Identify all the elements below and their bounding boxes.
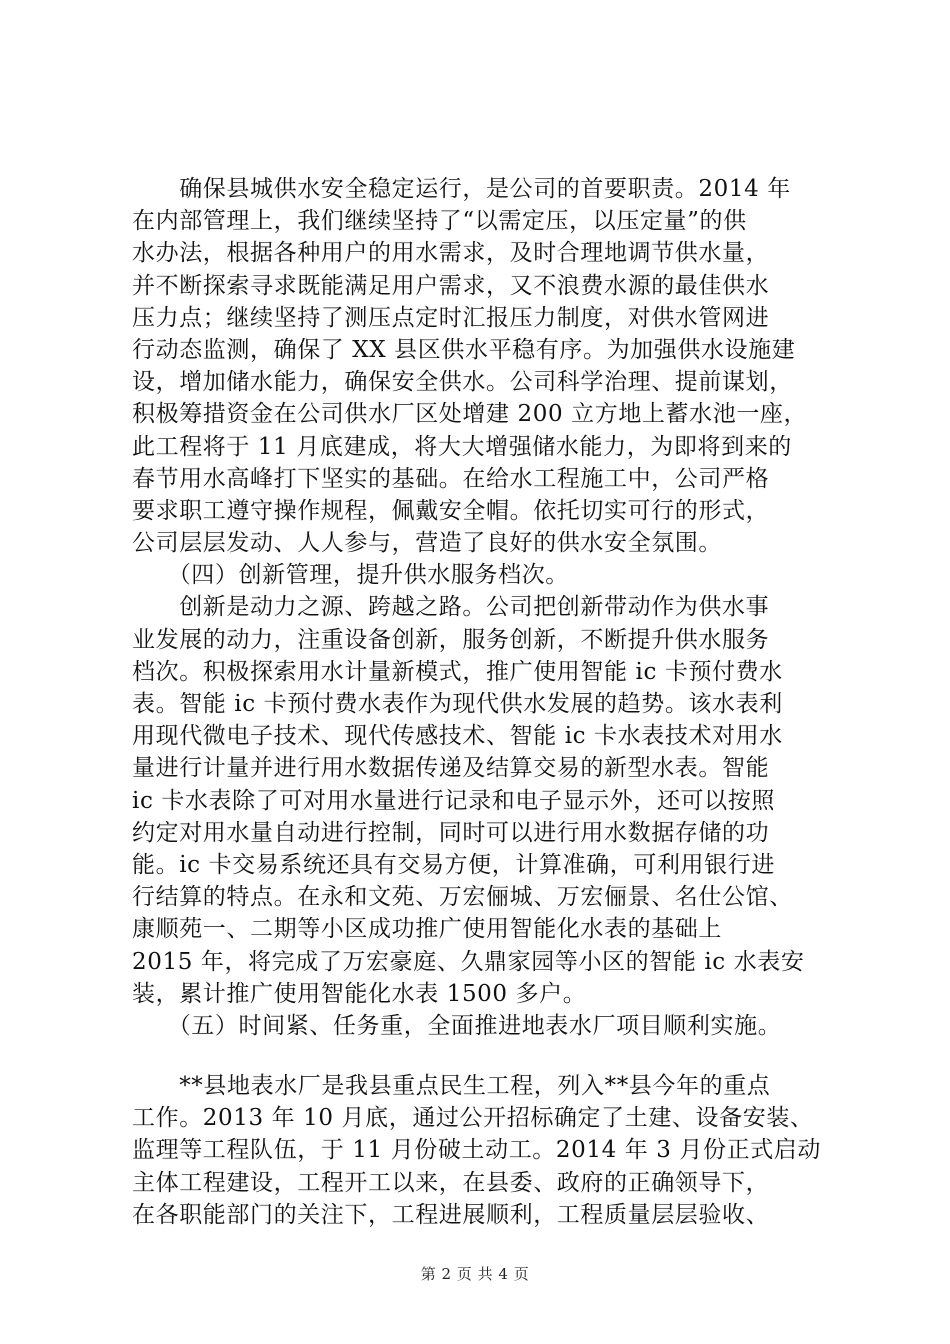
text-line: 康顺苑一、二期等小区成功推广使用智能化水表的基础上 <box>132 916 722 943</box>
text-line: 主体工程建设，工程开工以来，在县委、政府的正确领导下， <box>132 1169 770 1196</box>
text-line: ic 卡水表除了可对用水量进行记录和电子显示外，还可以按照 <box>132 787 775 814</box>
page-footer: 第 2 页 共 4 页 <box>420 1265 530 1283</box>
document-body <box>132 173 852 1231</box>
text-line: 能。ic 卡交易系统还具有交易方便，计算准确，可利用银行进 <box>132 851 775 878</box>
text-line: 此工程将于 11 月底建成，将大大增强储水能力，为即将到来的 <box>132 433 792 460</box>
text-line: 业发展的动力，注重设备创新，服务创新，不断提升供水服务 <box>132 626 770 653</box>
text-line: 积极筹措资金在公司供水厂区处增建 200 立方地上蓄水池一座， <box>132 401 808 428</box>
text-line: 行结算的特点。在永和文苑、万宏俪城、万宏俪景、名仕公馆、 <box>132 884 793 911</box>
text-line: （四）创新管理，提升供水服务档次。 <box>132 562 569 589</box>
text-line: 春节用水高峰打下坚实的基础。在给水工程施工中，公司严格 <box>132 465 770 492</box>
paragraph-block-1 <box>132 173 852 1042</box>
text-line: 约定对用水量自动进行控制，同时可以进行用水数据存储的功 <box>132 819 770 846</box>
text-line: 工作。2013 年 10 月底，通过公开招标确定了土建、设备安装、 <box>132 1105 814 1132</box>
text-line: 设，增加储水能力，确保安全供水。公司科学治理、提前谋划， <box>132 369 793 396</box>
text-line: 压力点；继续坚持了测压点定时汇报压力制度，对供水管网进 <box>132 304 770 331</box>
text-line: 量进行计量并进行用水数据传递及结算交易的新型水表。智能 <box>132 755 770 782</box>
text-line: 并不断探索寻求既能满足用户需求，又不浪费水源的最佳供水 <box>132 272 770 299</box>
text-line: 创新是动力之源、跨越之路。公司把创新带动作为供水事 <box>132 594 770 621</box>
text-line: 装，累计推广使用智能化水表 1500 多户。 <box>132 980 587 1007</box>
text-line: 水办法，根据各种用户的用水需求，及时合理地调节供水量， <box>132 240 770 267</box>
text-line: 在内部管理上，我们继续坚持了“以需定压，以压定量”的供 <box>132 208 747 235</box>
text-line: 在各职能部门的关注下，工程进展顺利，工程质量层层验收、 <box>132 1201 770 1228</box>
text-line: 用现代微电子技术、现代传感技术、智能 ic 卡水表技术对用水 <box>132 723 783 750</box>
text-line: 表。智能 ic 卡预付费水表作为现代供水发展的趋势。该水表利 <box>132 691 783 717</box>
text-line: 监理等工程队伍，于 11 月份破土动工。2014 年 3 月份正式启动 <box>132 1137 821 1164</box>
text-line: （五）时间紧、任务重，全面推进地表水厂项目顺利实施。 <box>132 1012 782 1039</box>
text-line: 2015 年，将完成了万宏豪庭、久鼎家园等小区的智能 ic 水表安 <box>132 948 805 975</box>
text-line: 确保县城供水安全稳定运行，是公司的首要职责。2014 年 <box>132 176 791 202</box>
text-line: **县地表水厂是我县重点民生工程，列入**县今年的重点 <box>132 1073 771 1100</box>
paragraph-block-2 <box>132 1070 852 1231</box>
text-line: 要求职工遵守操作规程，佩戴安全帽。依托切实可行的形式， <box>132 497 770 524</box>
text-line: 公司层层发动、人人参与，营造了良好的供水安全氛围。 <box>132 530 722 557</box>
text-line: 行动态监测，确保了 XX 县区供水平稳有序。为加强供水设施建 <box>132 336 796 363</box>
paragraph-gap <box>132 1042 852 1070</box>
text-line: 档次。积极探索用水计量新模式，推广使用智能 ic 卡预付费水 <box>132 658 783 685</box>
